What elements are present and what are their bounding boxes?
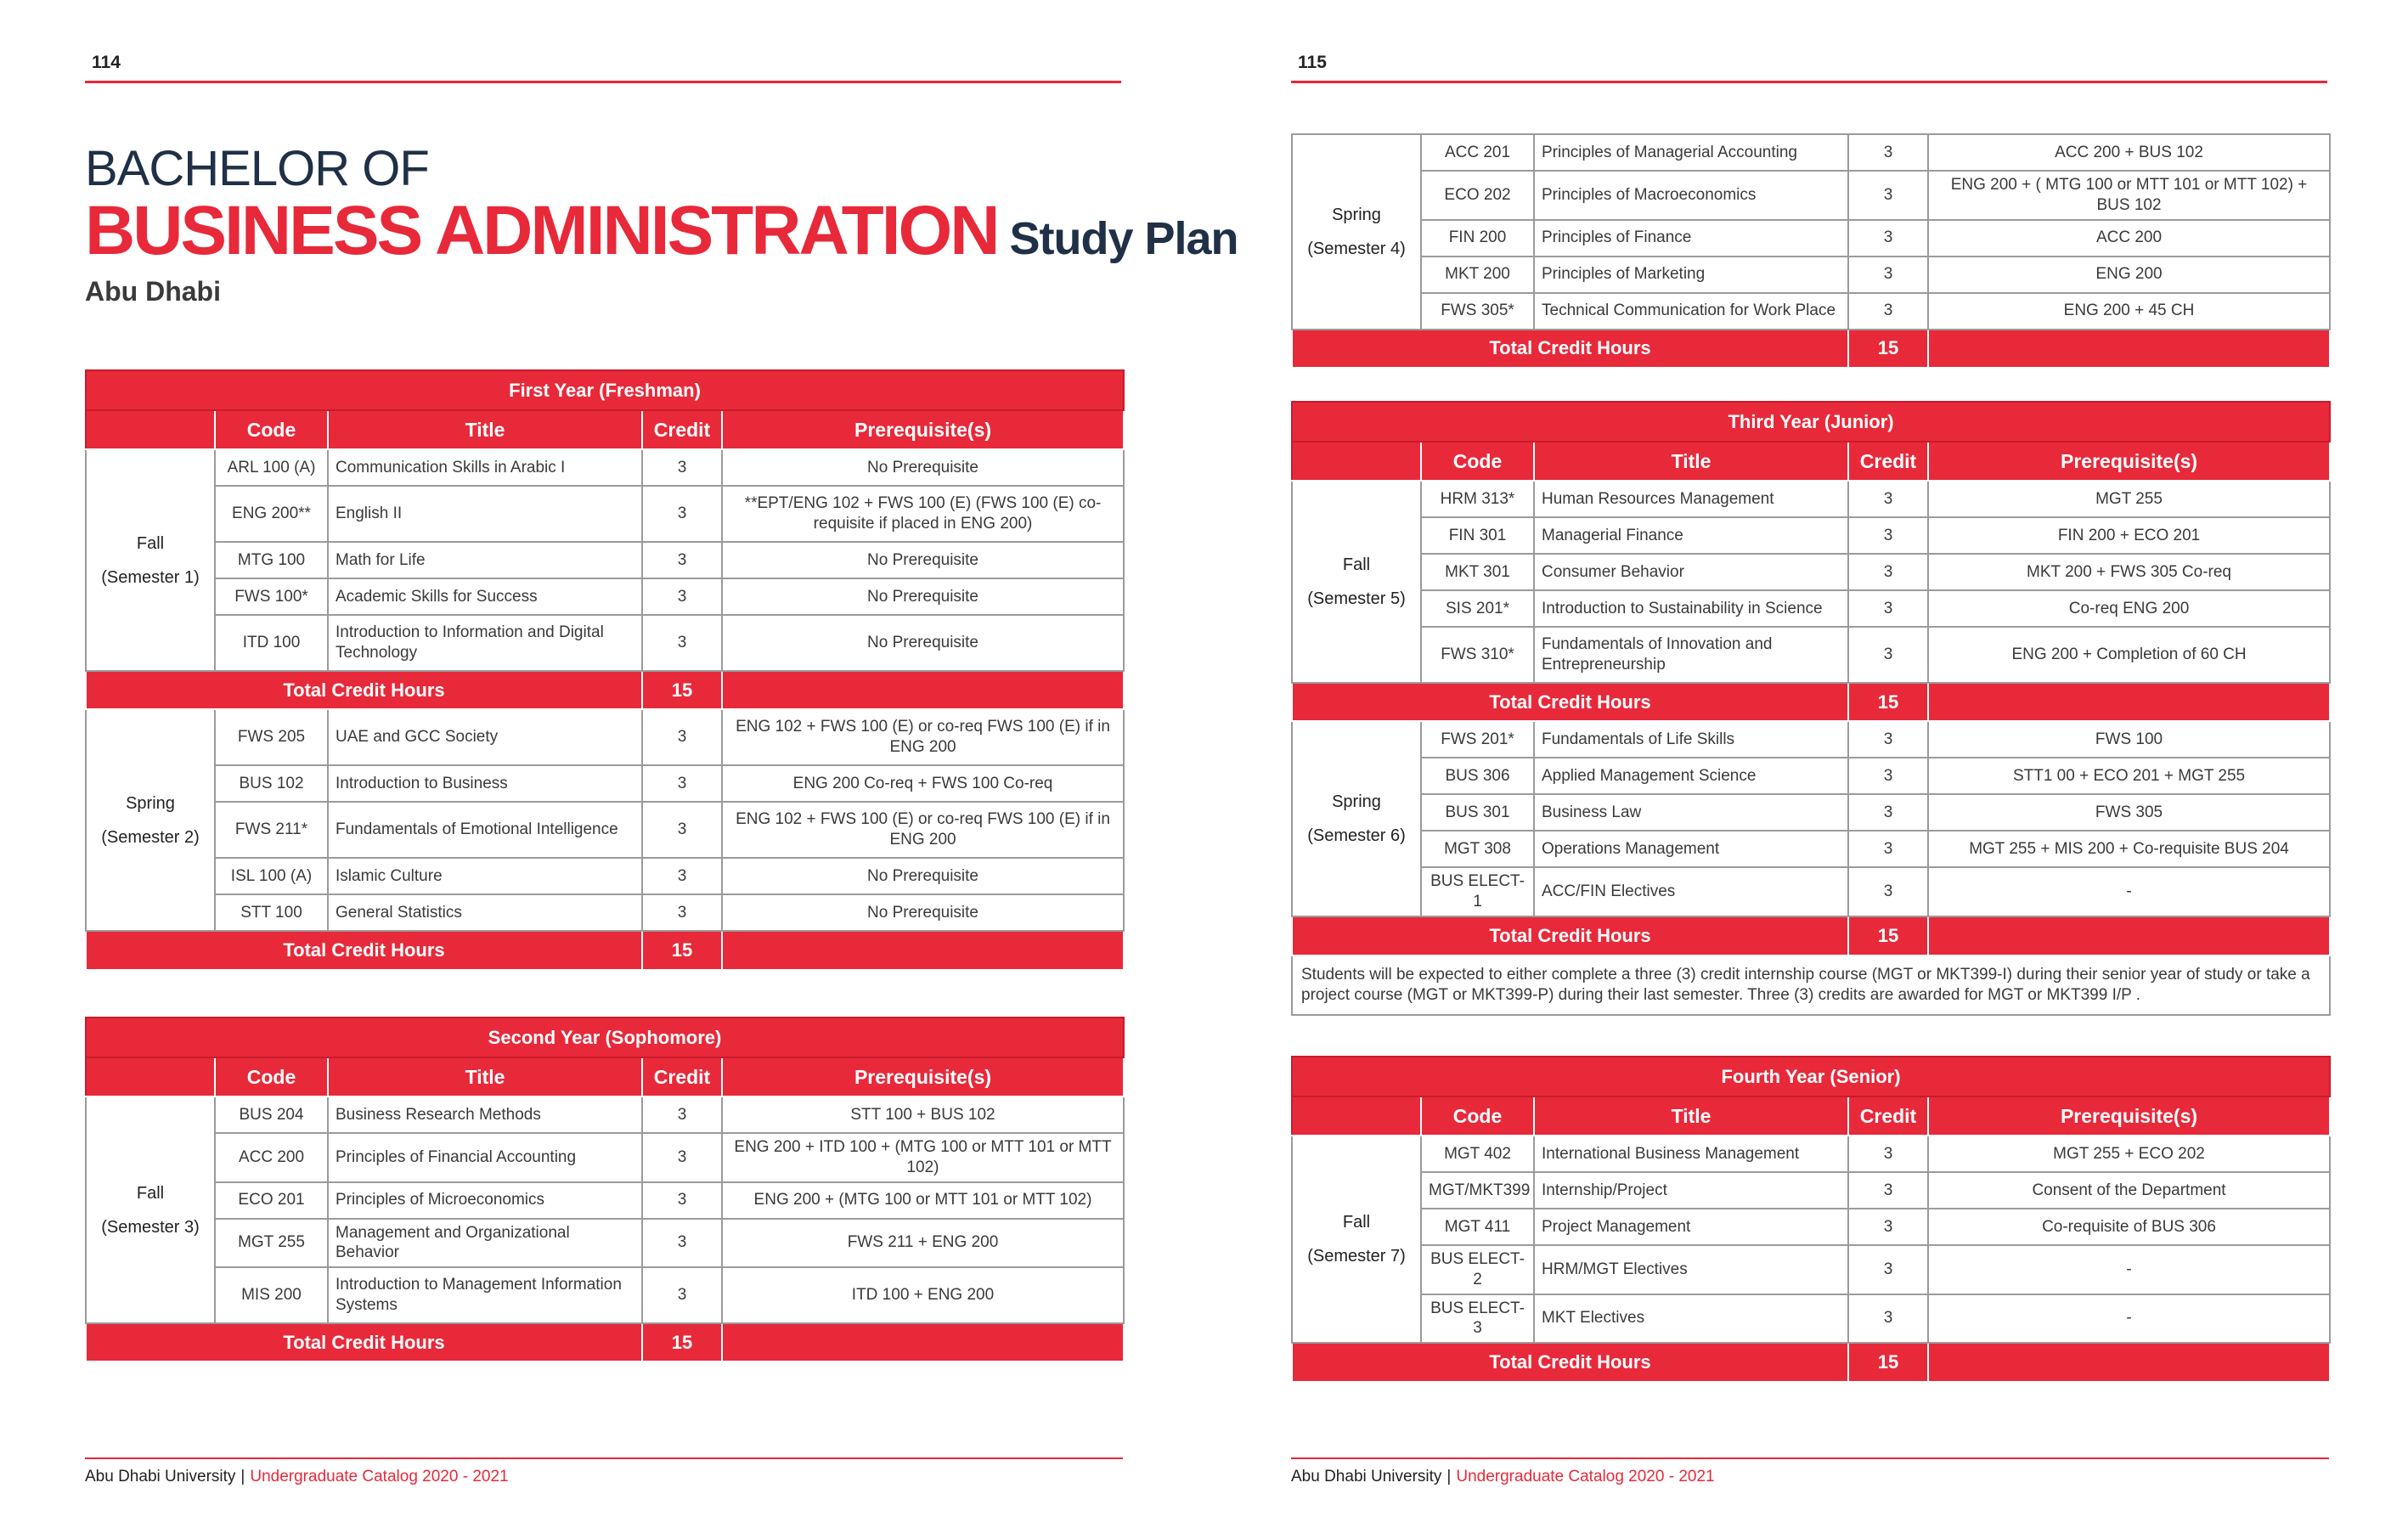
course-code: ECO 201: [215, 1182, 328, 1219]
table-row: [86, 1133, 1124, 1182]
course-title: Consumer Behavior: [1534, 554, 1848, 590]
table-row: [1292, 590, 2330, 627]
table-row: [1292, 134, 2330, 171]
course-prereq: -: [1928, 1294, 2330, 1344]
total-label: Total Credit Hours: [1292, 330, 1848, 368]
total-blank: [722, 1323, 1124, 1361]
table-row: [1292, 627, 2330, 683]
semester-cell: [1292, 134, 1421, 330]
second-year-table: [85, 1017, 1125, 1362]
blank-header: [1292, 442, 1421, 481]
semester-cell: [1292, 1136, 1421, 1343]
course-code: BUS ELECT-2: [1421, 1245, 1534, 1294]
course-prereq: ACC 200: [1928, 220, 2330, 256]
term-label: Spring: [126, 793, 175, 813]
course-title: Introduction to Information and Digital Technology: [328, 615, 642, 671]
blank-header: [1292, 1096, 1421, 1136]
col-prereq: Prerequisite(s): [1928, 1096, 2330, 1136]
course-title: Introduction to Business: [328, 765, 642, 802]
bottom-rule: [1291, 1457, 2329, 1459]
term-label: Fall: [1342, 1213, 1371, 1232]
course-title: Introduction to Management Information Systems: [328, 1267, 642, 1323]
course-credit: 3: [1848, 1172, 1928, 1209]
course-code: FWS 305*: [1421, 293, 1534, 330]
year-title: Fourth Year (Senior): [1292, 1057, 2330, 1096]
course-credit: 3: [642, 894, 722, 931]
course-credit: 3: [642, 1267, 722, 1323]
course-prereq: -: [1928, 867, 2330, 916]
total-label: Total Credit Hours: [86, 671, 642, 709]
course-code: ARL 100 (A): [215, 449, 328, 486]
bottom-rule: [85, 1457, 1123, 1459]
table-row: [1292, 256, 2330, 293]
table-row: [1292, 831, 2330, 867]
course-credit: 3: [1848, 481, 1928, 517]
page-number: 114: [92, 53, 121, 72]
course-title: Principles of Finance: [1534, 220, 1848, 256]
total-value: 15: [642, 931, 722, 970]
course-title: HRM/MGT Electives: [1534, 1245, 1848, 1294]
col-code: Code: [215, 1057, 328, 1096]
course-title: MKT Electives: [1534, 1294, 1848, 1344]
semester-label: (Semester 6): [1307, 826, 1406, 845]
footer-catalog: Undergraduate Catalog 2020 - 2021: [1456, 1468, 1715, 1485]
course-code: HRM 313*: [1421, 481, 1534, 517]
year-title: First Year (Freshman): [86, 370, 1124, 410]
table-row: [1292, 1136, 2330, 1172]
table-row: [1292, 554, 2330, 590]
total-blank: [722, 671, 1124, 709]
heading-line-2: [85, 191, 1238, 271]
course-credit: 3: [1848, 721, 1928, 758]
course-title: Islamic Culture: [328, 858, 642, 894]
course-prereq: -: [1928, 1245, 2330, 1294]
table-row: [1292, 1294, 2330, 1344]
course-prereq: Co-req ENG 200: [1928, 590, 2330, 627]
course-title: Management and Organizational Behavior: [328, 1219, 642, 1268]
course-credit: 3: [642, 1096, 722, 1133]
course-credit: 3: [1848, 220, 1928, 256]
total-row: [1292, 1343, 2330, 1382]
total-blank: [722, 931, 1124, 970]
course-prereq: MGT 255 + MIS 200 + Co-requisite BUS 204: [1928, 831, 2330, 867]
top-rule: [85, 81, 1121, 83]
total-label: Total Credit Hours: [1292, 916, 1848, 956]
course-prereq: ENG 200 + ITD 100 + (MTG 100 or MTT 101 or MTT 102): [722, 1133, 1124, 1182]
course-code: FWS 205: [215, 709, 328, 765]
course-title: Operations Management: [1534, 831, 1848, 867]
course-prereq: ITD 100 + ENG 200: [722, 1267, 1124, 1323]
col-credit: Credit: [642, 410, 722, 449]
course-title: Internship/Project: [1534, 1172, 1848, 1209]
course-code: FWS 100*: [215, 578, 328, 615]
course-prereq: No Prerequisite: [722, 449, 1124, 486]
col-title: Title: [328, 1057, 642, 1096]
course-prereq: No Prerequisite: [722, 894, 1124, 931]
term-label: Fall: [1342, 555, 1371, 574]
table-row: [1292, 171, 2330, 220]
course-title: Business Research Methods: [328, 1096, 642, 1133]
course-credit: 3: [1848, 831, 1928, 867]
course-prereq: ENG 102 + FWS 100 (E) or co-req FWS 100 (E) if in ENG 200: [722, 709, 1124, 765]
table-row: [86, 1267, 1124, 1323]
table-row: [1292, 293, 2330, 330]
course-code: FIN 301: [1421, 517, 1534, 554]
course-credit: 3: [642, 615, 722, 671]
course-code: MIS 200: [215, 1267, 328, 1323]
course-title: Technical Communication for Work Place: [1534, 293, 1848, 330]
course-title: Principles of Managerial Accounting: [1534, 134, 1848, 171]
year-header-row: [86, 370, 1124, 410]
course-prereq: ENG 200 + ( MTG 100 or MTT 101 or MTT 102) + BUS 102: [1928, 171, 2330, 220]
column-header-row: [1292, 1096, 2330, 1136]
course-code: MKT 200: [1421, 256, 1534, 293]
course-title: International Business Management: [1534, 1136, 1848, 1172]
heading-line-1: BACHELOR OF: [85, 141, 429, 196]
course-credit: 3: [1848, 867, 1928, 916]
course-code: ISL 100 (A): [215, 858, 328, 894]
year-title: Third Year (Junior): [1292, 402, 2330, 442]
term-label: Spring: [1332, 792, 1381, 811]
term-label: Spring: [1332, 205, 1381, 224]
col-credit: Credit: [642, 1057, 722, 1096]
course-credit: 3: [642, 1133, 722, 1182]
course-prereq: Co-requisite of BUS 306: [1928, 1209, 2330, 1245]
footer: [85, 1468, 509, 1486]
course-prereq: STT1 00 + ECO 201 + MGT 255: [1928, 758, 2330, 794]
heading-study-plan: Study Plan: [1009, 213, 1238, 264]
total-value: 15: [642, 671, 722, 709]
course-credit: 3: [1848, 590, 1928, 627]
column-header-row: [86, 410, 1124, 449]
course-code: BUS 306: [1421, 758, 1534, 794]
table-row: [1292, 1172, 2330, 1209]
course-prereq: ACC 200 + BUS 102: [1928, 134, 2330, 171]
course-title: Introduction to Sustainability in Science: [1534, 590, 1848, 627]
total-value: 15: [642, 1323, 722, 1361]
semester-cell: [1292, 721, 1421, 916]
course-prereq: No Prerequisite: [722, 578, 1124, 615]
course-prereq: FWS 100: [1928, 721, 2330, 758]
column-header-row: [86, 1057, 1124, 1096]
column-header-row: [1292, 442, 2330, 481]
col-credit: Credit: [1848, 1096, 1928, 1136]
course-title: Fundamentals of Innovation and Entrepreneurship: [1534, 627, 1848, 683]
course-credit: 3: [1848, 1136, 1928, 1172]
course-prereq: MGT 255 + ECO 202: [1928, 1136, 2330, 1172]
course-credit: 3: [1848, 171, 1928, 220]
course-code: BUS 301: [1421, 794, 1534, 831]
course-credit: 3: [1848, 256, 1928, 293]
course-title: ACC/FIN Electives: [1534, 867, 1848, 916]
total-blank: [1928, 683, 2330, 721]
heading-campus: Abu Dhabi: [85, 276, 221, 307]
total-row: [1292, 330, 2330, 368]
course-code: ACC 201: [1421, 134, 1534, 171]
course-prereq: ENG 200 + (MTG 100 or MTT 101 or MTT 102): [722, 1182, 1124, 1219]
table-row: [86, 578, 1124, 615]
table-row: [1292, 220, 2330, 256]
course-credit: 3: [642, 709, 722, 765]
col-prereq: Prerequisite(s): [1928, 442, 2330, 481]
col-code: Code: [1421, 1096, 1534, 1136]
footer-org: Abu Dhabi University: [85, 1468, 236, 1485]
table-row: [86, 615, 1124, 671]
course-title: Fundamentals of Life Skills: [1534, 721, 1848, 758]
total-blank: [1928, 916, 2330, 956]
table-row: [1292, 721, 2330, 758]
course-title: Applied Management Science: [1534, 758, 1848, 794]
course-prereq: ENG 200: [1928, 256, 2330, 293]
internship-note: Students will be expected to either complete a three (3) credit internship course (MGT or MKT399-I) during their senior year of study or take a project course (MGT or MKT399-P) during their last semester. Three (3) credits are awarded for MGT or MKT399 I/P .: [1292, 956, 2330, 1015]
course-prereq: ENG 200 + Completion of 60 CH: [1928, 627, 2330, 683]
total-value: 15: [1848, 330, 1928, 368]
course-title: UAE and GCC Society: [328, 709, 642, 765]
course-code: BUS ELECT-3: [1421, 1294, 1534, 1344]
footer-separator: |: [1446, 1468, 1452, 1485]
course-prereq: No Prerequisite: [722, 542, 1124, 578]
course-credit: 3: [642, 802, 722, 858]
right-page: [1204, 0, 2408, 1539]
course-code: BUS ELECT-1: [1421, 867, 1534, 916]
course-credit: 3: [1848, 1294, 1928, 1344]
course-credit: 3: [642, 765, 722, 802]
first-year-table: [85, 369, 1125, 971]
total-row: [86, 1323, 1124, 1361]
course-code: MGT 308: [1421, 831, 1534, 867]
course-credit: 3: [1848, 627, 1928, 683]
course-title: Human Resources Management: [1534, 481, 1848, 517]
course-credit: 3: [642, 542, 722, 578]
col-prereq: Prerequisite(s): [722, 410, 1124, 449]
semester-cell: [86, 1096, 215, 1323]
course-title: Principles of Marketing: [1534, 256, 1848, 293]
table-row: [1292, 867, 2330, 916]
course-code: STT 100: [215, 894, 328, 931]
course-code: MGT/MKT399: [1421, 1172, 1534, 1209]
blank-header: [86, 410, 215, 449]
course-prereq: ENG 200 + 45 CH: [1928, 293, 2330, 330]
course-code: ENG 200**: [215, 486, 328, 542]
table-row: [86, 542, 1124, 578]
course-prereq: FWS 211 + ENG 200: [722, 1219, 1124, 1268]
course-code: ECO 202: [1421, 171, 1534, 220]
total-label: Total Credit Hours: [1292, 683, 1848, 721]
course-title: Academic Skills for Success: [328, 578, 642, 615]
semester-label: (Semester 2): [101, 827, 200, 847]
table-row: [86, 858, 1124, 894]
course-prereq: ENG 200 Co-req + FWS 100 Co-req: [722, 765, 1124, 802]
col-credit: Credit: [1848, 442, 1928, 481]
course-code: MKT 301: [1421, 554, 1534, 590]
table-row: [1292, 794, 2330, 831]
course-prereq: FWS 305: [1928, 794, 2330, 831]
total-row: [86, 671, 1124, 709]
page-number: 115: [1298, 53, 1327, 72]
course-credit: 3: [1848, 517, 1928, 554]
table-row: [86, 709, 1124, 765]
course-title: Principles of Financial Accounting: [328, 1133, 642, 1182]
course-credit: 3: [642, 486, 722, 542]
top-rule: [1291, 81, 2327, 83]
course-prereq: No Prerequisite: [722, 615, 1124, 671]
course-prereq: ENG 102 + FWS 100 (E) or co-req FWS 100 (E) if in ENG 200: [722, 802, 1124, 858]
table-row: [1292, 517, 2330, 554]
term-label: Fall: [136, 1183, 165, 1203]
table-row: [86, 765, 1124, 802]
semester-label: (Semester 7): [1307, 1247, 1406, 1266]
course-code: FWS 211*: [215, 802, 328, 858]
course-title: Principles of Macroeconomics: [1534, 171, 1848, 220]
course-code: MTG 100: [215, 542, 328, 578]
course-credit: 3: [642, 1219, 722, 1268]
col-code: Code: [1421, 442, 1534, 481]
course-credit: 3: [642, 449, 722, 486]
course-credit: 3: [1848, 554, 1928, 590]
semester-label: (Semester 3): [101, 1217, 200, 1237]
table-row: [86, 1219, 1124, 1268]
course-title: English II: [328, 486, 642, 542]
total-row: [1292, 683, 2330, 721]
course-title: Business Law: [1534, 794, 1848, 831]
fourth-year-table: [1291, 1056, 2331, 1383]
course-credit: 3: [1848, 1209, 1928, 1245]
course-prereq: **EPT/ENG 102 + FWS 100 (E) (FWS 100 (E) co-requisite if placed in ENG 200): [722, 486, 1124, 542]
course-code: FWS 201*: [1421, 721, 1534, 758]
total-label: Total Credit Hours: [86, 931, 642, 970]
heading-program: BUSINESS ADMINISTRATION: [85, 192, 998, 269]
table-row: [86, 1182, 1124, 1219]
course-credit: 3: [642, 1182, 722, 1219]
course-code: BUS 102: [215, 765, 328, 802]
table-row: [86, 449, 1124, 486]
course-title: Project Management: [1534, 1209, 1848, 1245]
course-credit: 3: [1848, 758, 1928, 794]
col-code: Code: [215, 410, 328, 449]
footer-separator: |: [240, 1468, 245, 1485]
second-year-spring-table: [1291, 133, 2331, 369]
table-row: [1292, 1245, 2330, 1294]
course-credit: 3: [1848, 1245, 1928, 1294]
course-prereq: No Prerequisite: [722, 858, 1124, 894]
third-year-table: [1291, 401, 2331, 1016]
table-row: [86, 486, 1124, 542]
course-prereq: FIN 200 + ECO 201: [1928, 517, 2330, 554]
course-code: ITD 100: [215, 615, 328, 671]
total-value: 15: [1848, 916, 1928, 956]
course-title: Fundamentals of Emotional Intelligence: [328, 802, 642, 858]
course-credit: 3: [1848, 293, 1928, 330]
total-value: 15: [1848, 1343, 1928, 1382]
footer-org: Abu Dhabi University: [1291, 1468, 1442, 1485]
course-code: FIN 200: [1421, 220, 1534, 256]
col-title: Title: [1534, 1096, 1848, 1136]
year-title: Second Year (Sophomore): [86, 1018, 1124, 1057]
col-title: Title: [328, 410, 642, 449]
semester-cell: [1292, 481, 1421, 683]
course-title: Managerial Finance: [1534, 517, 1848, 554]
course-credit: 3: [1848, 794, 1928, 831]
total-value: 15: [1848, 683, 1928, 721]
total-label: Total Credit Hours: [1292, 1343, 1848, 1382]
footer: [1291, 1468, 1715, 1486]
course-title: Communication Skills in Arabic I: [328, 449, 642, 486]
col-prereq: Prerequisite(s): [722, 1057, 1124, 1096]
course-prereq: MKT 200 + FWS 305 Co-req: [1928, 554, 2330, 590]
year-header-row: [86, 1018, 1124, 1057]
course-code: SIS 201*: [1421, 590, 1534, 627]
course-code: FWS 310*: [1421, 627, 1534, 683]
table-row: [86, 894, 1124, 931]
semester-label: (Semester 1): [101, 567, 200, 587]
table-row: [1292, 758, 2330, 794]
course-credit: 3: [642, 578, 722, 615]
total-blank: [1928, 330, 2330, 368]
semester-label: (Semester 5): [1307, 589, 1406, 608]
course-prereq: STT 100 + BUS 102: [722, 1096, 1124, 1133]
course-code: ACC 200: [215, 1133, 328, 1182]
total-label: Total Credit Hours: [86, 1323, 642, 1361]
total-blank: [1928, 1343, 2330, 1382]
col-title: Title: [1534, 442, 1848, 481]
year-header-row: [1292, 1057, 2330, 1096]
course-prereq: Consent of the Department: [1928, 1172, 2330, 1209]
table-row: [86, 1096, 1124, 1133]
course-code: MGT 402: [1421, 1136, 1534, 1172]
course-title: Principles of Microeconomics: [328, 1182, 642, 1219]
course-credit: 3: [1848, 134, 1928, 171]
term-label: Fall: [136, 533, 165, 553]
course-title: General Statistics: [328, 894, 642, 931]
course-code: MGT 255: [215, 1219, 328, 1268]
semester-label: (Semester 4): [1307, 239, 1406, 258]
table-row: [1292, 1209, 2330, 1245]
semester-cell: [86, 709, 215, 931]
blank-header: [86, 1057, 215, 1096]
course-credit: 3: [642, 858, 722, 894]
course-title: Math for Life: [328, 542, 642, 578]
footer-catalog: Undergraduate Catalog 2020 - 2021: [250, 1468, 509, 1485]
table-row: [1292, 481, 2330, 517]
course-code: MGT 411: [1421, 1209, 1534, 1245]
table-row: [86, 802, 1124, 858]
total-row: [1292, 916, 2330, 956]
note-row: [1292, 956, 2330, 1015]
course-code: BUS 204: [215, 1096, 328, 1133]
total-row: [86, 931, 1124, 970]
year-header-row: [1292, 402, 2330, 442]
course-prereq: MGT 255: [1928, 481, 2330, 517]
semester-cell: [86, 449, 215, 671]
